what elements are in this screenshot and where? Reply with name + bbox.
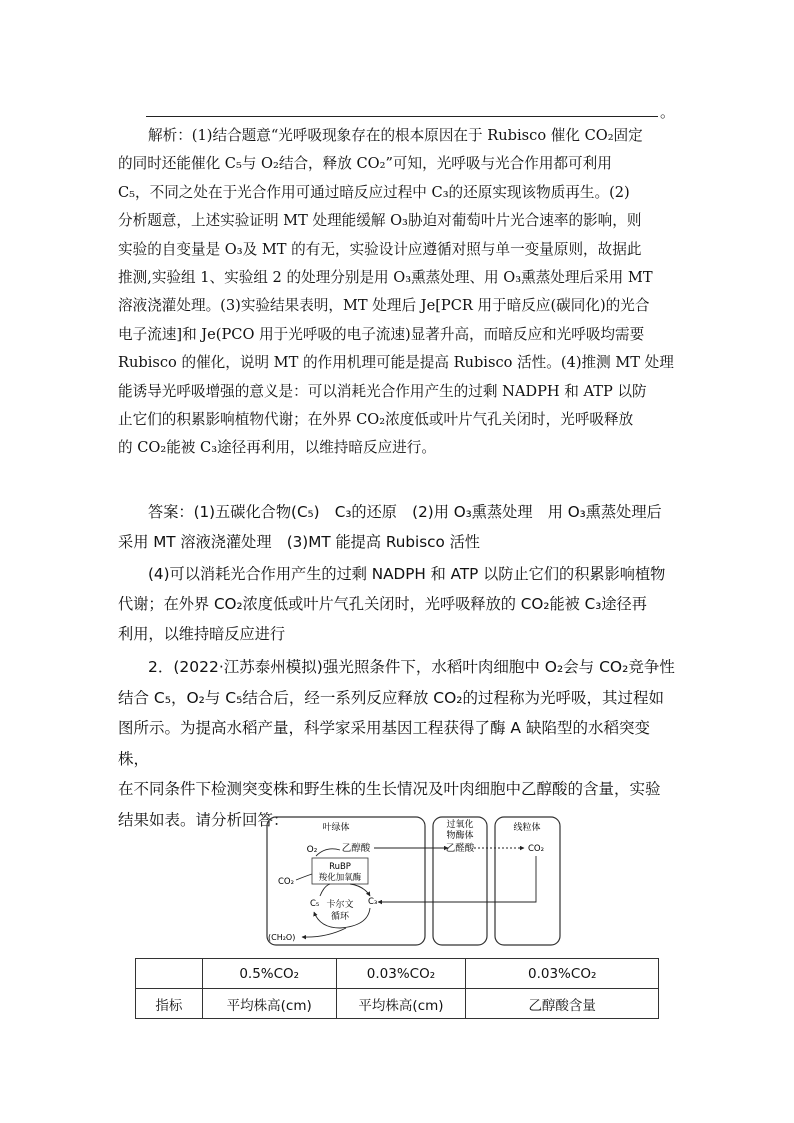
analysis-line: 溶液浇灌处理。(3)实验结果表明，MT 处理后 Je[PCR 用于暗反应(碳同化)的光合: [118, 297, 650, 315]
mitochondrion-box: [495, 817, 560, 945]
analysis-line: 电子流速]和 Je(PCO 用于光呼吸的电子流速)显著升高，而暗反应和光呼吸均需要: [118, 325, 645, 343]
table-cell: 0.03%CO₂: [466, 959, 659, 989]
c3-label: C₃: [368, 897, 378, 907]
return-arrow: [378, 856, 536, 902]
answer-line: 代谢；在外界 CO₂浓度低或叶片气孔关闭时，光呼吸释放的 CO₂能被 C₃途径再: [118, 595, 647, 613]
answer-blank-period: 。: [660, 103, 676, 121]
answer-paragraph: [118, 497, 678, 649]
analysis-line: Rubisco 的催化，说明 MT 的作用机理可能是提高 Rubisco 活性。(4)推测 MT 处理: [118, 354, 674, 372]
table-cell: 指标: [136, 989, 203, 1019]
chloroplast-label: 叶绿体: [322, 823, 350, 833]
co2-in-arrow: [296, 874, 312, 880]
analysis-line: 分析题意，上述实验证明 MT 处理能缓解 O₃胁迫对葡萄叶片光合速率的影响，则: [118, 212, 642, 230]
ch2o-label: (CH₂O): [268, 933, 296, 942]
table-header-row: [136, 959, 659, 989]
co2-right-label: CO₂: [527, 844, 545, 854]
answer-line: (4)可以消耗光合作用产生的过剩 NADPH 和 ATP 以防止它们的积累影响植物: [148, 565, 666, 583]
analysis-paragraph: [118, 122, 678, 463]
rubp-label-1: RuBP: [329, 862, 351, 872]
question-line: 结合 C₅，O₂与 C₅结合后，经一系列反应释放 CO₂的过程称为光呼吸，其过程如: [118, 688, 665, 707]
analysis-line: 的 CO₂能被 C₃途径再利用，以维持暗反应进行。: [118, 439, 436, 457]
peroxisome-label-2: 物酶体: [446, 831, 474, 841]
answer-label: 答案：: [148, 503, 194, 521]
analysis-line: 止它们的积累影响植物代谢；在外界 CO₂浓度低或叶片气孔关闭时，光呼吸释放: [118, 411, 634, 429]
photorespiration-diagram: [266, 816, 562, 946]
calvin-label-2: 循环: [330, 912, 350, 922]
glyoxylate-label: 乙醛酸: [445, 843, 475, 854]
question-line: 在不同条件下检测突变株和野生株的生长情况及叶肉细胞中乙醇酸的含量，实验: [118, 780, 661, 798]
question-line: 2．(2022·江苏泰州模拟)强光照条件下，水稻叶肉细胞中 O₂会与 CO₂竞争性: [148, 658, 675, 676]
glycolate-label: 乙醇酸: [341, 843, 371, 854]
table-cell: 平均株高(cm): [336, 989, 466, 1019]
analysis-line: 能诱导光呼吸增强的意义是：可以消耗光合作用产生的过剩 NADPH 和 ATP 以防: [118, 382, 647, 400]
table-cell: 平均株高(cm): [202, 989, 336, 1019]
analysis-line: 的同时还能催化 C₅与 O₂结合，释放 CO₂”可知，光呼吸与光合作用都可利用: [118, 155, 612, 173]
question-2: [118, 652, 678, 835]
answer-line: 利用，以维持暗反应进行: [118, 625, 286, 643]
calvin-label-1: 卡尔文: [326, 900, 354, 910]
question-line: 图所示。为提高水稻产量，科学家采用基因工程获得了酶 A 缺陷型的水稻突变株，: [118, 719, 650, 768]
o2-label: O₂: [306, 845, 318, 855]
answer-line: 采用 MT 溶液浇灌处理 (3)MT 能提高 Rubisco 活性: [118, 533, 480, 551]
peroxisome-label-1: 过氧化: [446, 820, 474, 830]
c5-label: C₅: [310, 899, 320, 909]
answer-line: 答案：(1)五碳化合物(C₅) C₃的还原 (2)用 O₃熏蒸处理 用 O₃熏蒸处理后: [148, 503, 662, 521]
results-table: [135, 958, 659, 1019]
co2-left-label: CO₂: [278, 877, 295, 887]
c3-arrow: [350, 884, 370, 896]
o2-arrow: [316, 849, 340, 856]
ch2o-arrow: [302, 928, 346, 937]
analysis-line: 实验的自变量是 O₃及 MT 的有无，实验设计应遵循对照与单一变量原则，故据此: [118, 240, 642, 258]
table-cell: 0.03%CO₂: [336, 959, 466, 989]
rubp-label-2: 羧化加氧酶: [318, 873, 362, 883]
analysis-line: 推测,实验组 1、实验组 2 的处理分别是用 O₃熏蒸处理、用 O₃熏蒸处理后采用 MT: [118, 269, 653, 287]
analysis-label: 解析：: [148, 127, 192, 144]
table-cell: 0.5%CO₂: [202, 959, 336, 989]
table-cell: 乙醇酸含量: [466, 989, 659, 1019]
answer-blank-line: [146, 116, 658, 117]
analysis-line: C₅，不同之处在于光合作用可通过暗反应过程中 C₃的还原实现该物质再生。(2): [118, 183, 630, 201]
table-row: [136, 989, 659, 1019]
table-cell: [136, 959, 203, 989]
mitochondrion-label: 线粒体: [513, 823, 541, 833]
question-line: 结果如表。请分析回答：: [118, 810, 289, 829]
c5-arrow: [320, 884, 330, 896]
analysis-line: 解析：(1)结合题意“光呼吸现象存在的根本原因在于 Rubisco 催化 CO₂固定: [148, 127, 643, 144]
